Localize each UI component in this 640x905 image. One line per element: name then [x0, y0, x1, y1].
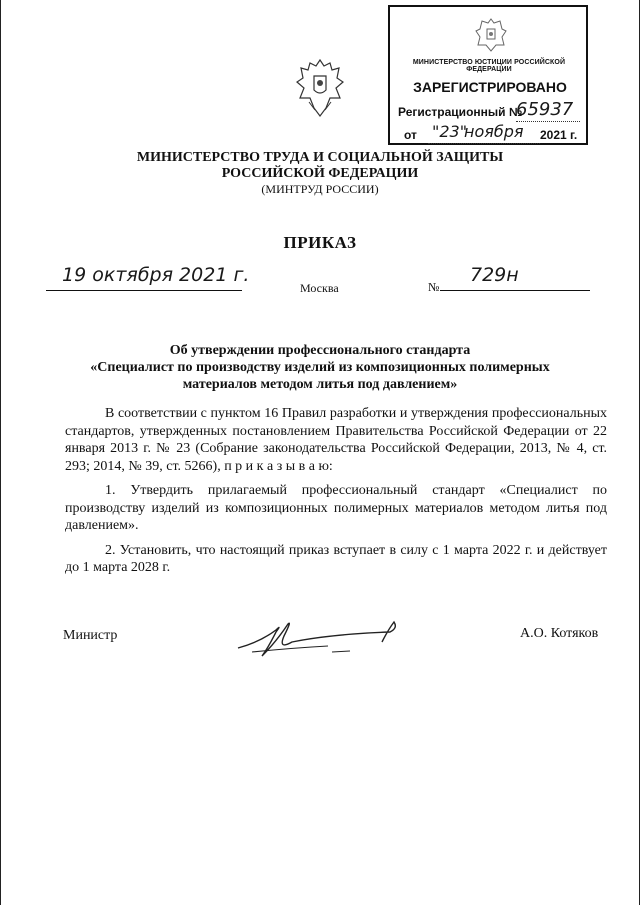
- body-paragraph-item1: 1. Утвердить прилагаемый профессиональный стандарт «Специалист по производству изделий из композиционных полимерных материалов методом литья под давлением».: [65, 483, 607, 533]
- stamp-date-line: [428, 143, 540, 144]
- order-number: 729н: [470, 264, 519, 286]
- order-subject: [60, 342, 580, 393]
- stamp-from-label: от: [404, 128, 417, 142]
- stamp-year: 2021 г.: [540, 128, 578, 142]
- subject-line3: материалов методом литья под давлением»: [182, 377, 458, 392]
- registration-stamp: [388, 5, 588, 145]
- body-paragraph-item2: 2. Установить, что настоящий приказ вступает в силу с 1 марта 2022 г. и действует до 1 марта 2028 г.: [65, 542, 607, 575]
- number-underline: [440, 290, 590, 291]
- ministry-name-line1: МИНИСТЕРСТВО ТРУДА И СОЦИАЛЬНОЙ ЗАЩИТЫ: [136, 150, 504, 165]
- order-place: Москва: [300, 281, 339, 295]
- order-body: [65, 405, 607, 577]
- stamp-month: ноября: [464, 122, 524, 141]
- signatory-name: А.О. Котяков: [520, 626, 599, 641]
- subject-line1: Об утверждении профессионального стандарта: [169, 343, 471, 358]
- stamp-eagle-emblem-icon: [474, 15, 508, 55]
- stamp-regnum-label: Регистрационный №: [398, 105, 523, 119]
- stamp-ministry: МИНИСТЕРСТВО ЮСТИЦИИ РОССИЙСКОЙ ФЕДЕРАЦИИ: [412, 59, 566, 73]
- stamp-status: ЗАРЕГИСТРИРОВАНО: [413, 79, 567, 95]
- document-type-title: ПРИКАЗ: [283, 233, 357, 252]
- subject-line2: «Специалист по производству изделий из композиционных полимерных: [90, 360, 550, 375]
- coat-of-arms-icon: [295, 58, 345, 120]
- body-paragraph-preamble: В соответствии с пунктом 16 Правил разработки и утверждения профессиональных стандартов, утвержденных постановлением Правительства Российской Федерации от 22 января 2013 г. № 23 (Собрание законодательства Российской Федерации, 2013, № 4, ст. 293; 2014, № 39, ст. 5266), п р и к а з ы в а ю:: [65, 406, 607, 474]
- stamp-regnum-value: 65937: [516, 99, 574, 120]
- date-underline: [46, 290, 242, 291]
- order-date: 19 октября 2021 г.: [62, 264, 250, 286]
- ministry-name-line2: РОССИЙСКОЙ ФЕДЕРАЦИИ: [221, 166, 419, 181]
- stamp-regnum-line: [516, 121, 580, 122]
- number-sign: №: [428, 280, 440, 294]
- stamp-day: "23": [432, 122, 468, 141]
- signatory-title: Министр: [63, 628, 118, 643]
- ministry-short-name: (МИНТРУД РОССИИ): [261, 182, 379, 196]
- handwritten-signature-icon: [232, 612, 402, 662]
